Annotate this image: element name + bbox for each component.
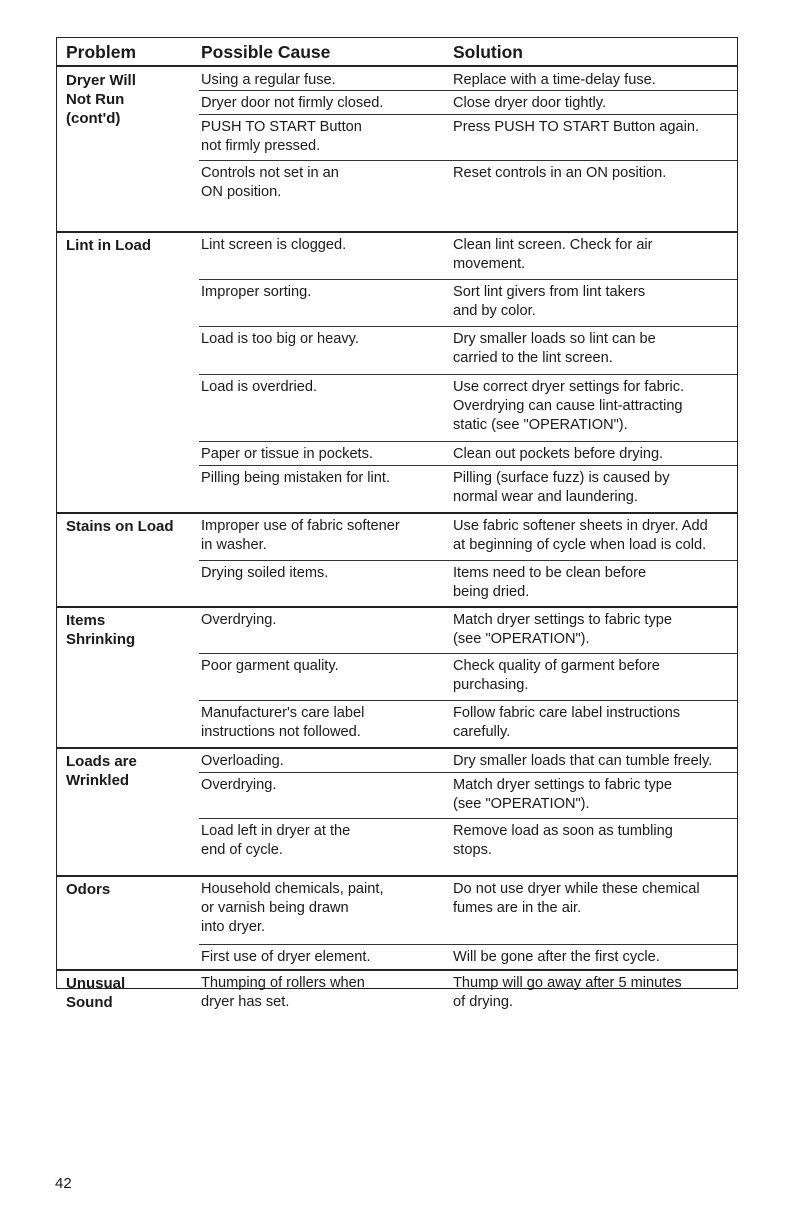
cause-cell: Controls not set in an ON position. [201, 165, 339, 200]
solution-cell: Will be gone after the first cycle. [453, 949, 660, 965]
row-divider [199, 441, 737, 442]
row-divider [199, 944, 737, 945]
cause-cell: Overdrying. [201, 612, 277, 628]
solution-cell: Pilling (surface fuzz) is caused by normal wear and laundering. [453, 470, 670, 505]
problem-block-odors [57, 876, 737, 965]
cause-cell: Dryer door not firmly closed. [201, 95, 384, 111]
cause-cell: Lint screen is clogged. [201, 237, 347, 253]
row-divider [199, 653, 737, 654]
table-row [199, 970, 737, 1018]
solution-cell: Thump will go away after 5 minutes of drying. [453, 975, 682, 1010]
problem-block-dryer-will-not-run [57, 67, 737, 231]
table-row [199, 818, 737, 865]
problem-block-stains-on-load [57, 513, 737, 606]
problem-label: Dryer Will Not Run (cont'd) [66, 72, 136, 127]
row-divider [199, 374, 737, 375]
cause-cell: Load is too big or heavy. [201, 331, 359, 347]
solution-cell: Follow fabric care label instructions carefully. [453, 705, 681, 740]
table-row [199, 772, 737, 818]
problem-label: Odors [66, 881, 111, 898]
table-row [199, 876, 737, 944]
table-row [199, 279, 737, 326]
solution-cell: Clean out pockets before drying. [453, 446, 664, 462]
problem-block-lint-in-load [57, 232, 737, 541]
solution-cell: Dry smaller loads so lint can be carried to the lint screen. [453, 331, 656, 366]
cause-cell: Overdrying. [201, 777, 277, 793]
row-divider [199, 90, 737, 91]
row-divider [199, 326, 737, 327]
solution-cell: Close dryer door tightly. [453, 95, 607, 111]
solution-cell: Dry smaller loads that can tumble freely. [453, 753, 713, 769]
solution-cell: Do not use dryer while these chemical fumes are in the air. [453, 881, 700, 916]
cause-cell: Improper sorting. [201, 284, 312, 300]
solution-cell: Use correct dryer settings for fabric. Overdrying can cause lint-attracting static (see "OPERATION"). [453, 379, 685, 433]
cause-cell: Pilling being mistaken for lint. [201, 470, 390, 486]
troubleshooting-table [56, 37, 738, 1011]
table-row [199, 114, 737, 160]
row-divider [199, 279, 737, 280]
solution-cell: Sort lint givers from lint takers and by color. [453, 284, 646, 319]
cause-cell: Overloading. [201, 753, 284, 769]
problem-block-loads-are-wrinkled [57, 748, 737, 865]
problem-block-unusual-sound [57, 970, 737, 1018]
row-divider [199, 160, 737, 161]
table-row [199, 700, 737, 747]
cause-cell: Household chemicals, paint, or varnish being drawn into dryer. [201, 881, 384, 935]
table-row [199, 465, 737, 511]
cause-cell: Using a regular fuse. [201, 72, 336, 88]
cause-cell: Load left in dryer at the end of cycle. [201, 823, 351, 858]
header-problem: Problem [66, 42, 137, 62]
solution-cell: Replace with a time-delay fuse. [453, 72, 656, 88]
row-divider [199, 772, 737, 773]
row-divider [199, 560, 737, 561]
cause-cell: Load is overdried. [201, 379, 318, 395]
table-row [199, 374, 737, 441]
cause-cell: Improper use of fabric softener in washer. [201, 518, 400, 553]
cause-cell: PUSH TO START Button not firmly pressed. [201, 119, 362, 154]
cause-cell: Manufacturer's care label instructions not followed. [201, 705, 365, 740]
problem-label: Unusual Sound [66, 975, 126, 1011]
row-divider [199, 700, 737, 701]
cause-cell: Drying soiled items. [201, 565, 329, 581]
problem-label: Lint in Load [66, 237, 151, 254]
row-divider [199, 818, 737, 819]
row-divider [199, 114, 737, 115]
solution-cell: Clean lint screen. Check for air movement. [453, 237, 653, 272]
solution-cell: Items need to be clean before being dried. [453, 565, 647, 600]
header-solution: Solution [453, 42, 523, 62]
table-row [199, 441, 737, 465]
solution-cell: Match dryer settings to fabric type (see "OPERATION"). [453, 777, 672, 812]
table-row [199, 326, 737, 374]
header-possible-cause: Possible Cause [201, 42, 331, 62]
table-row [199, 944, 737, 968]
cause-cell: Paper or tissue in pockets. [201, 446, 373, 462]
table-header [57, 38, 737, 67]
solution-cell: Match dryer settings to fabric type (see "OPERATION"). [453, 612, 672, 647]
table-row [199, 513, 737, 560]
problem-label: Loads are Wrinkled [66, 753, 137, 789]
solution-cell: Use fabric softener sheets in dryer. Add at beginning of cycle when load is cold. [453, 518, 708, 553]
table-row [199, 160, 737, 205]
problem-label: Stains on Load [66, 518, 174, 535]
cause-cell: Poor garment quality. [201, 658, 339, 674]
cause-cell: First use of dryer element. [201, 949, 371, 965]
problem-block-items-shrinking [57, 607, 737, 747]
solution-cell: Reset controls in an ON position. [453, 165, 667, 181]
cause-cell: Thumping of rollers when dryer has set. [201, 975, 365, 1010]
table-row [199, 90, 737, 114]
table-row [199, 67, 737, 90]
problem-label: Items Shrinking [66, 612, 136, 648]
solution-cell: Press PUSH TO START Button again. [453, 119, 700, 135]
table-row [199, 607, 737, 653]
table-row [199, 560, 737, 606]
page-number: 42 [55, 1175, 72, 1192]
row-divider [199, 465, 737, 466]
table-row [199, 748, 737, 772]
table-row [199, 653, 737, 700]
solution-cell: Check quality of garment before purchasing. [453, 658, 660, 693]
solution-cell: Remove load as soon as tumbling stops. [453, 823, 673, 858]
table-row [199, 232, 737, 279]
